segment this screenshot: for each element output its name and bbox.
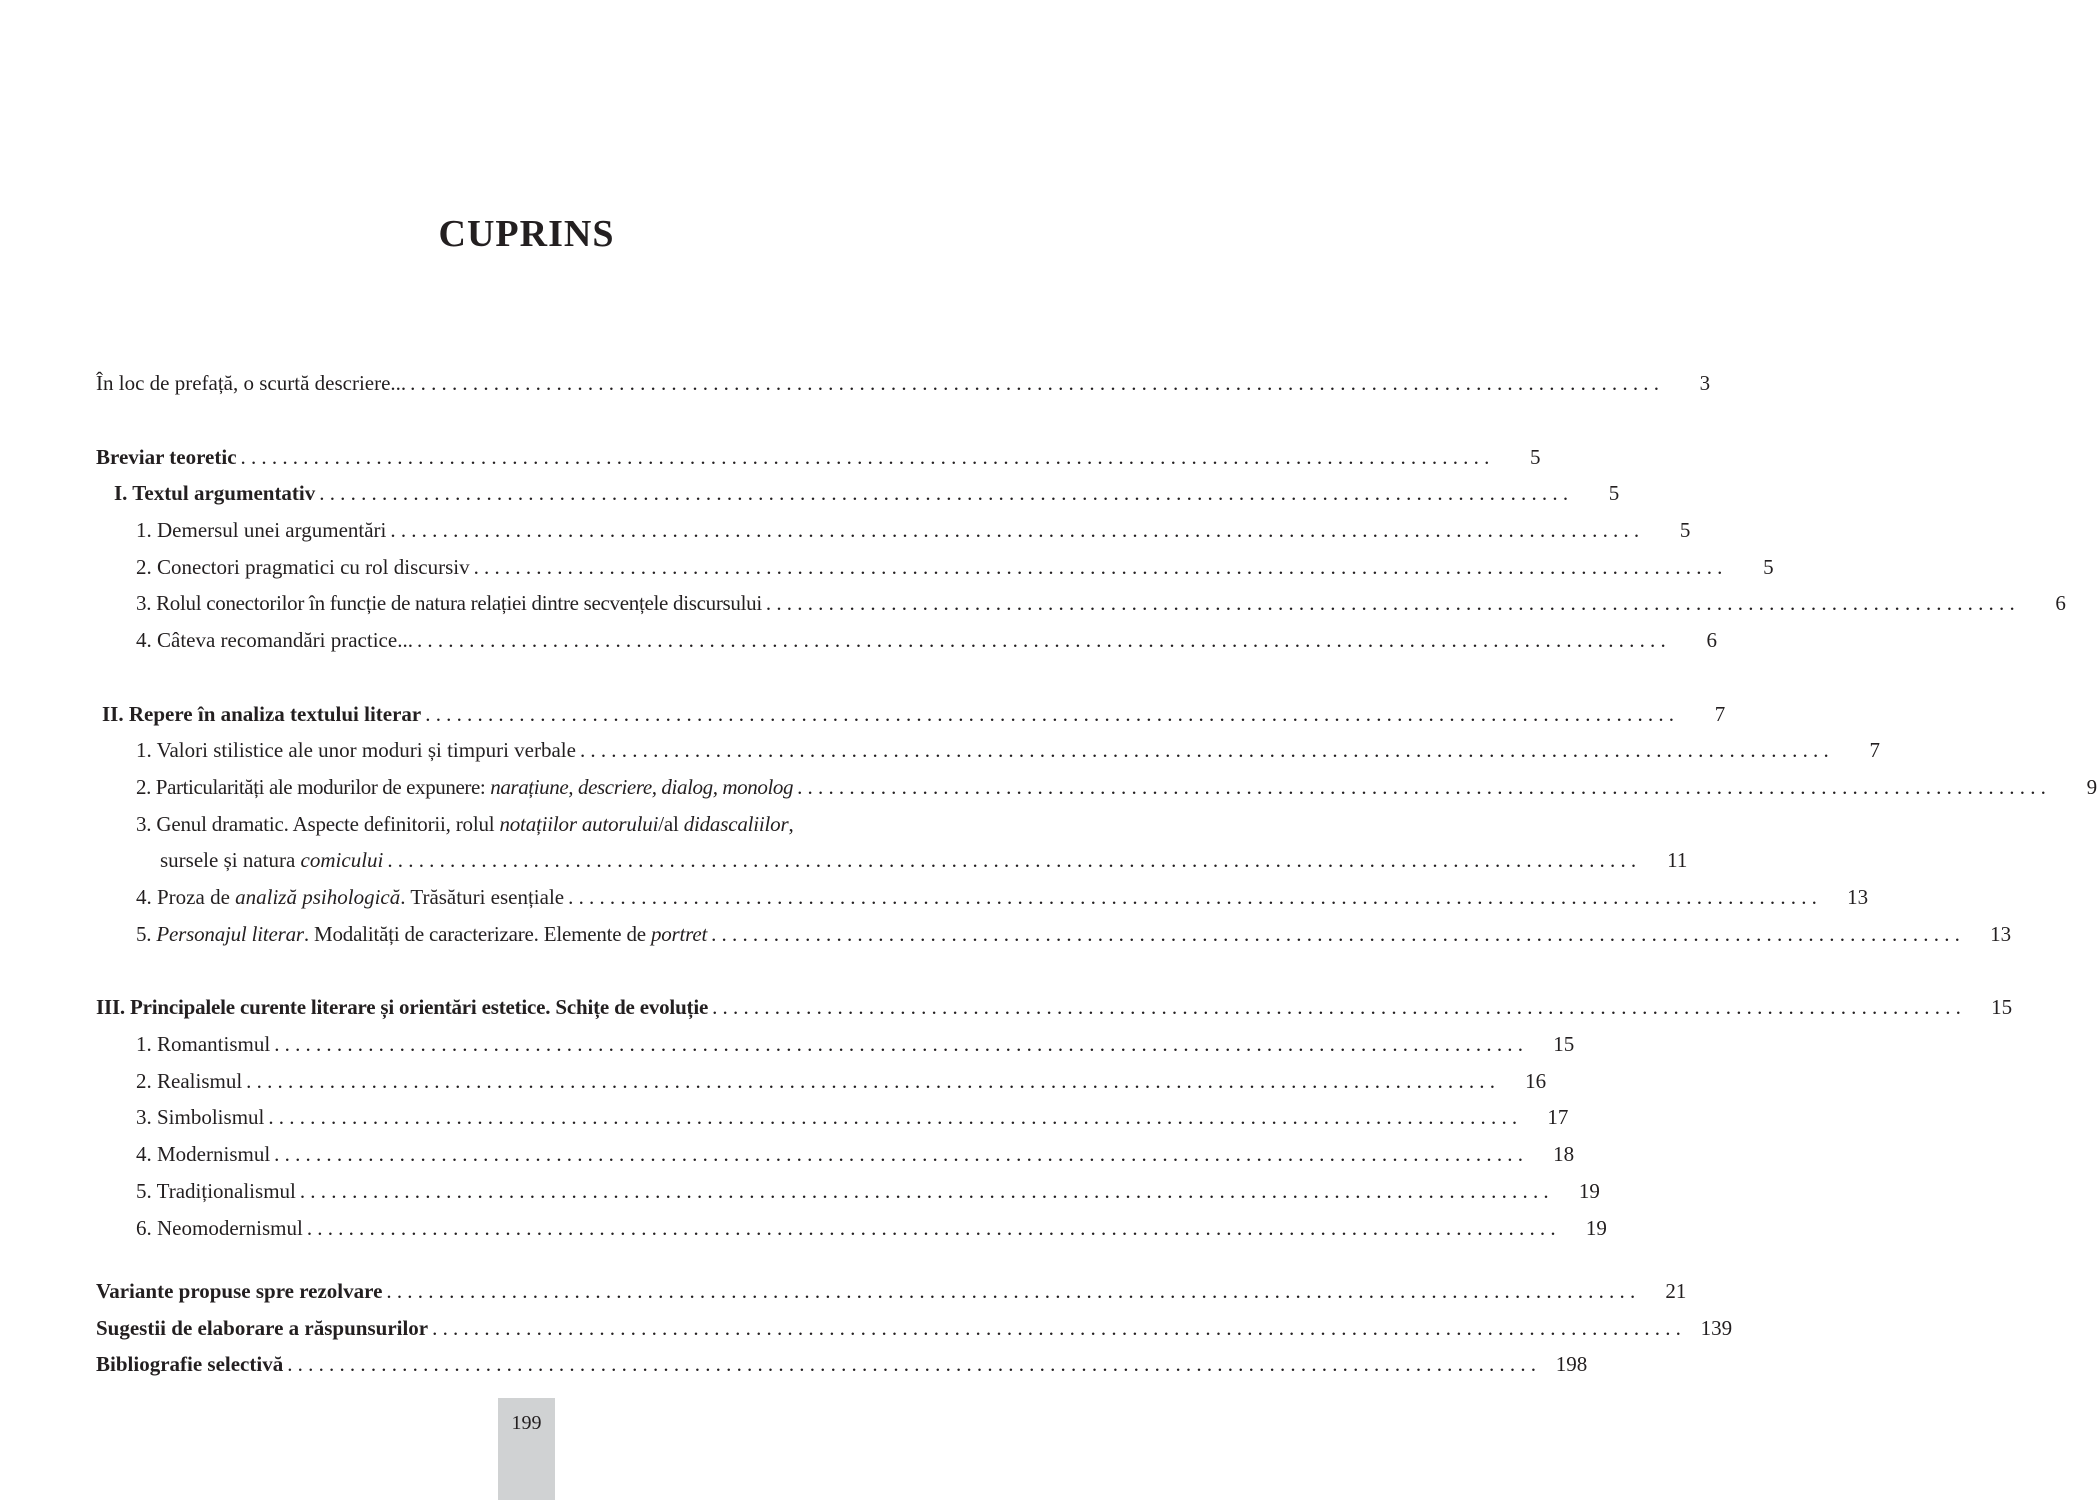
toc-entry-genul-dramatic[interactable] bbox=[136, 809, 952, 839]
toc-entry-preface[interactable] bbox=[96, 368, 1711, 398]
page-number-tab bbox=[498, 1398, 555, 1500]
toc-entry-label: Variante propuse spre rezolvare bbox=[96, 1279, 383, 1303]
toc-entry-label: 2. Conectori pragmatici cu rol discursiv bbox=[136, 555, 470, 579]
toc-entry-label-part: . Modalități de caracterizare. Elemente de bbox=[303, 922, 651, 946]
toc-entry-label: 4. Modernismul bbox=[136, 1142, 271, 1166]
toc-leader-dots: ........................................................................................................................ bbox=[274, 1032, 1529, 1056]
toc-page-number: 9 bbox=[2086, 775, 2097, 799]
toc-page-number: 7 bbox=[1869, 738, 1880, 762]
toc-leader-dots: ........................................................................................................................ bbox=[319, 481, 1574, 505]
toc-leader-dots: ........................................................................................................................ bbox=[299, 1179, 1554, 1203]
toc-entry-variante[interactable] bbox=[96, 1276, 1687, 1306]
toc-leader-dots: ........................................................................................................................ bbox=[765, 591, 2020, 615]
toc-page-number: 6 bbox=[2055, 591, 2066, 615]
toc-entry-label: Sugestii de elaborare a răspunsurilor bbox=[96, 1316, 429, 1340]
toc-entry-simbolismul[interactable] bbox=[136, 1102, 1569, 1132]
toc-page-number: 6 bbox=[1706, 628, 1717, 652]
toc-entry-label: 1. Romantismul bbox=[136, 1032, 271, 1056]
toc-page-number: 15 bbox=[1991, 995, 2013, 1019]
toc-entry-label: 2. Realismul bbox=[136, 1069, 243, 1093]
toc-entry-modernismul[interactable] bbox=[136, 1139, 1575, 1169]
toc-entry-textul-argumentativ[interactable] bbox=[114, 478, 1620, 508]
toc-entry-label bbox=[96, 992, 708, 1022]
toc-entry-label: I. Textul argumentativ bbox=[114, 481, 316, 505]
toc-entry-label-part: /al bbox=[658, 812, 684, 836]
toc-entry-label-italic: didascaliilor bbox=[683, 812, 789, 836]
toc-entry-label-part: 2. Particularități ale modurilor de expunere: bbox=[136, 775, 491, 799]
toc-leader-dots: ........................................................................................................................ bbox=[386, 1279, 1641, 1303]
toc-entry-label bbox=[136, 809, 794, 839]
toc-page-number: 21 bbox=[1665, 1279, 1687, 1303]
toc-entry-label bbox=[160, 845, 383, 875]
toc-leader-dots: ........................................................................................................................ bbox=[274, 1142, 1529, 1166]
toc-leader-dots: ........................................................................................................................ bbox=[390, 518, 1645, 542]
toc-entry-rolul-conectorilor[interactable] bbox=[136, 588, 2066, 618]
toc-leader-dots: ........................................................................................................................ bbox=[711, 922, 1966, 946]
toc-entry-label bbox=[136, 919, 707, 949]
toc-leader-dots: ........................................................................................................................ bbox=[473, 555, 1728, 579]
toc-entry-label bbox=[136, 772, 793, 802]
toc-entry-label: 6. Neomodernismul bbox=[136, 1216, 303, 1240]
toc-entry-label-italic: notațiilor autorului bbox=[499, 812, 659, 836]
toc-entry-label-part: 4. Proza de bbox=[136, 885, 236, 909]
toc-entry-repere[interactable] bbox=[102, 699, 1726, 729]
toc-entry-curente-literare[interactable] bbox=[96, 992, 2013, 1022]
toc-entry-label: Bibliografie selectivă bbox=[96, 1352, 284, 1376]
toc-entry-label bbox=[136, 882, 564, 912]
toc-entry-label: 5. Tradiționalismul bbox=[136, 1179, 296, 1203]
toc-page-number: 19 bbox=[1578, 1179, 1600, 1203]
toc-page-number: 5 bbox=[1679, 518, 1691, 542]
toc-leader-dots: ........................................................................................................................ bbox=[306, 1216, 1561, 1240]
toc-entry-roman-numeral: II bbox=[102, 702, 119, 726]
toc-entry-label: Breviar teoretic bbox=[96, 445, 237, 469]
toc-entry-moduri-expunere[interactable] bbox=[136, 772, 2097, 802]
toc-leader-dots: ........................................................................................................................ bbox=[410, 371, 1665, 395]
toc-entry-demersul[interactable] bbox=[136, 515, 1691, 545]
toc-leader-dots: ........................................................................................................................ bbox=[579, 738, 1834, 762]
toc-leader-dots: ........................................................................................................................ bbox=[240, 445, 1495, 469]
toc-page-number: 18 bbox=[1553, 1142, 1575, 1166]
toc-leader-dots: ........................................................................................................................ bbox=[246, 1069, 1501, 1093]
toc-entry-label-rest: . Principalele curente literare și orientări estetice. Schițe de evoluție bbox=[119, 995, 709, 1019]
toc-entry-label bbox=[102, 699, 421, 729]
toc-entry-traditionalismul[interactable] bbox=[136, 1176, 1600, 1206]
toc-entry-label: 3. Simbolismul bbox=[136, 1105, 265, 1129]
toc-page-number: 5 bbox=[1763, 555, 1774, 579]
toc-entry-label-italic: Personajul literar bbox=[156, 922, 304, 946]
toc-page-number: 11 bbox=[1667, 848, 1688, 872]
toc-leader-dots: ........................................................................................................................ bbox=[712, 995, 1967, 1019]
toc-page-number: 7 bbox=[1714, 702, 1726, 726]
toc-entry-valori-stilistice[interactable] bbox=[136, 735, 1880, 765]
toc-entry-sugestii[interactable] bbox=[96, 1313, 1733, 1343]
toc-entry-label: În loc de prefață, o scurtă descriere... bbox=[96, 371, 407, 395]
page-title: CUPRINS bbox=[438, 213, 615, 255]
toc-page-number: 198 bbox=[1555, 1352, 1588, 1376]
toc-entry-bibliografie[interactable] bbox=[96, 1349, 1588, 1379]
toc-leader-dots: ........................................................................................................................ bbox=[797, 775, 2052, 799]
toc-entry-label-italic: comicului bbox=[300, 848, 384, 872]
toc-leader-dots: ........................................................................................................................ bbox=[568, 885, 1823, 909]
toc-entry-label-part: , bbox=[788, 812, 794, 836]
toc-leader-dots: ........................................................................................................................ bbox=[268, 1105, 1523, 1129]
toc-entry-label-italic: narațiune, descriere, dialog, monolog bbox=[490, 775, 794, 799]
toc-entry-realismul[interactable] bbox=[136, 1066, 1547, 1096]
toc-entry-label-part: . Trăsături esențiale bbox=[400, 885, 565, 909]
toc-entry-label-italic: analiză psihologică bbox=[235, 885, 401, 909]
page-number: 199 bbox=[511, 1412, 542, 1434]
toc-page-number: 5 bbox=[1608, 481, 1620, 505]
toc-page-number: 5 bbox=[1530, 445, 1541, 469]
toc-page-number: 19 bbox=[1585, 1216, 1607, 1240]
toc-entry-roman-numeral: III bbox=[96, 995, 120, 1019]
toc-page-number: 3 bbox=[1699, 371, 1711, 395]
toc-entry-label-rest: . Repere în analiza textului literar bbox=[118, 702, 422, 726]
toc-page-number: 15 bbox=[1553, 1032, 1575, 1056]
toc-leader-dots: ........................................................................................................................ bbox=[416, 628, 1671, 652]
toc-leader-dots: ........................................................................................................................ bbox=[425, 702, 1680, 726]
toc-entry-personajul[interactable] bbox=[136, 919, 2012, 949]
toc-entry-breviar[interactable] bbox=[96, 442, 1541, 472]
toc-leader-dots: ........................................................................................................................ bbox=[287, 1352, 1542, 1376]
toc-entry-label: 1. Valori stilistice ale unor moduri și timpuri verbale bbox=[136, 738, 576, 762]
toc-page-number: 16 bbox=[1525, 1069, 1547, 1093]
toc-entry-conectori[interactable] bbox=[136, 552, 1774, 582]
toc-entry-label-part: 5. bbox=[136, 922, 157, 946]
toc-entry-romantismul[interactable] bbox=[136, 1029, 1575, 1059]
toc-leader-dots: ........................................................................................................................ bbox=[432, 1316, 1687, 1340]
toc-entry-label: 1. Demersul unei argumentări bbox=[136, 518, 387, 542]
toc-entry-proza[interactable] bbox=[136, 882, 1869, 912]
toc-page-number: 139 bbox=[1700, 1316, 1733, 1340]
toc-entry-label-part: 3. Genul dramatic. Aspecte definitorii, rolul bbox=[136, 812, 500, 836]
toc-entry-label-italic: portret bbox=[650, 922, 708, 946]
toc-entry-neomodernismul[interactable] bbox=[136, 1213, 1607, 1243]
toc-entry-recomandari[interactable] bbox=[136, 625, 1717, 655]
toc-page-number: 13 bbox=[1990, 922, 2012, 946]
toc-entry-label: 3. Rolul conectorilor în funcție de natura relației dintre secvențele discursului bbox=[136, 591, 762, 615]
toc-page-number: 13 bbox=[1847, 885, 1869, 909]
toc-entry-genul-dramatic-cont[interactable] bbox=[160, 845, 1688, 875]
toc-entry-label: 4. Câteva recomandări practice... bbox=[136, 628, 413, 652]
toc-leader-dots: ........................................................................................................................ bbox=[387, 848, 1642, 872]
toc-entry-label-part: sursele și natura bbox=[160, 848, 301, 872]
toc-page-number: 17 bbox=[1547, 1105, 1569, 1129]
